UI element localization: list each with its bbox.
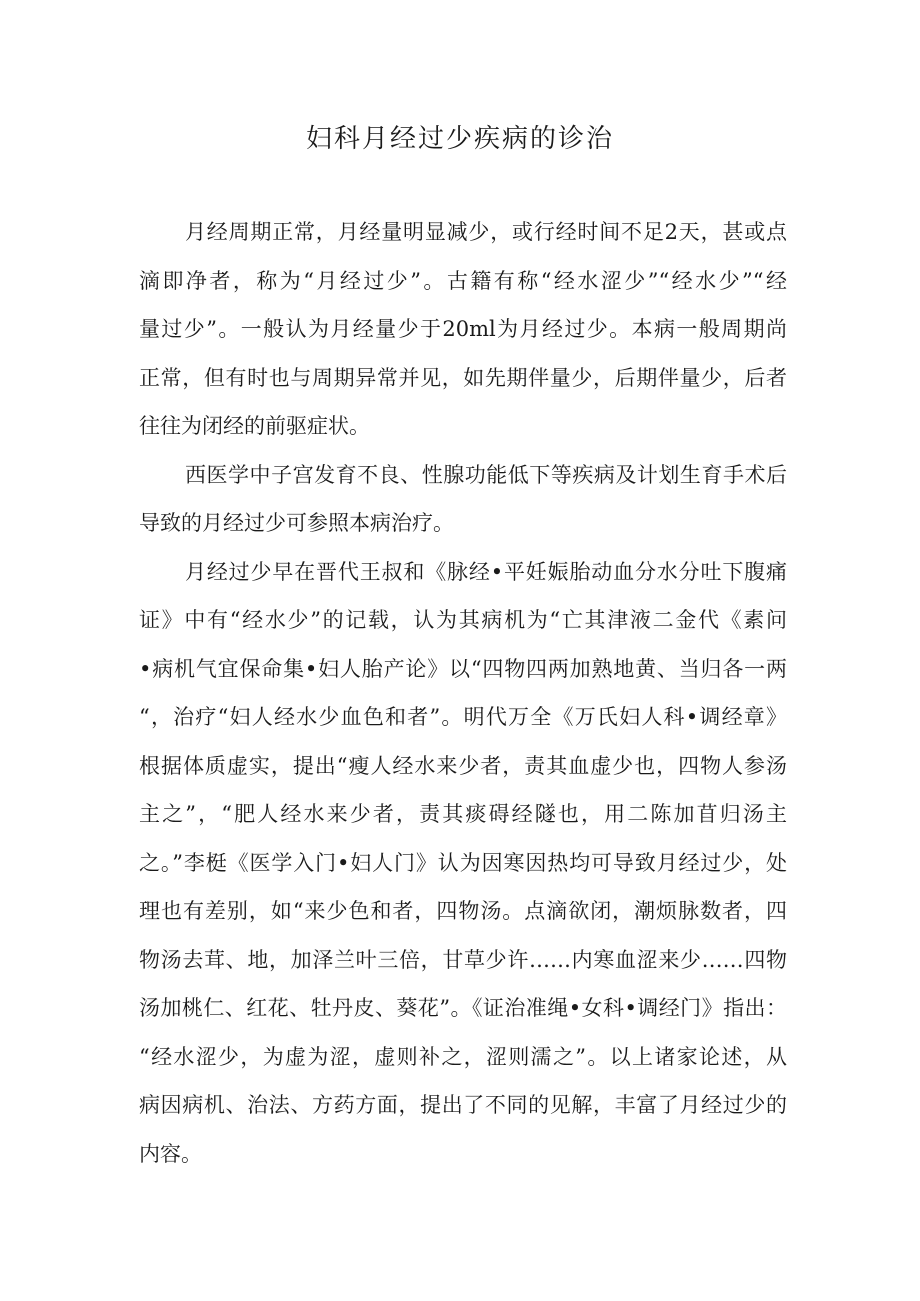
body-text (139, 212, 787, 1182)
text-line: 根据体质虚实，提出“瘦人经水来少者，责其血虚少也，四物人参汤 (139, 753, 787, 778)
text-line: 主之”，“肥人经水来少者，责其痰碍经隧也，用二陈加苜归汤主 (139, 802, 787, 826)
text-line: 证》中有“经水少”的记载，认为其病机为“亡其津液二金代《素问 (139, 608, 787, 632)
text-line: 之。”李梃《医学入门•妇人门》认为因寒因热均可导致月经过少，处 (139, 850, 787, 875)
text-line: 月经过少早在晋代王叔和《脉经•平妊娠胎动血分水分吐下腹痛 (185, 559, 787, 584)
text-line: 月经周期正常，月经量明显减少，或行经时间不足2天，甚或点 (185, 220, 787, 244)
text-line: 量过少”。一般认为月经量少于20ml为月经过少。本病一般周期尚 (139, 317, 787, 341)
page-title: 妇科月经过少疾病的诊治 (305, 124, 614, 154)
text-line: 内容。 (139, 1141, 202, 1166)
text-line: 物汤去茸、地，加泽兰叶三倍，甘草少许……内寒血涩来少……四物 (139, 947, 787, 972)
text-line: “，治疗“妇人经水少血色和者”。明代万全《万氏妇人科•调经章》 (139, 705, 787, 729)
text-line: •病机气宜保命集•妇人胎产论》以“四物四两加熟地黄、当归各一两 (139, 656, 787, 681)
text-line: 滴即净者，称为“月经过少”。古籍有称“经水涩少”“经水少”“经 (139, 268, 787, 293)
text-line: 正常，但有时也与周期异常并见，如先期伴量少，后期伴量少，后者 (139, 365, 787, 390)
text-line: 导致的月经过少可参照本病治疗。 (139, 511, 454, 535)
text-line: “经水涩少，为虚为涩，虚则补之，涩则濡之”。以上诸家论述，从 (139, 1044, 787, 1069)
text-line: 理也有差别，如“来少色和者，四物汤。点滴欲闭，潮烦脉数者，四 (139, 899, 787, 923)
text-line: 汤加桃仁、红花、牡丹皮、葵花”。《证治准绳•女科•调经门》指出： (139, 996, 787, 1020)
text-line: 往往为闭经的前驱症状。 (139, 414, 370, 438)
text-line: 西医学中子宫发育不良、性腺功能低下等疾病及计划生育手术后 (185, 462, 787, 487)
text-line: 病因病机、治法、方药方面，提出了不同的见解，丰富了月经过少的 (139, 1093, 787, 1117)
